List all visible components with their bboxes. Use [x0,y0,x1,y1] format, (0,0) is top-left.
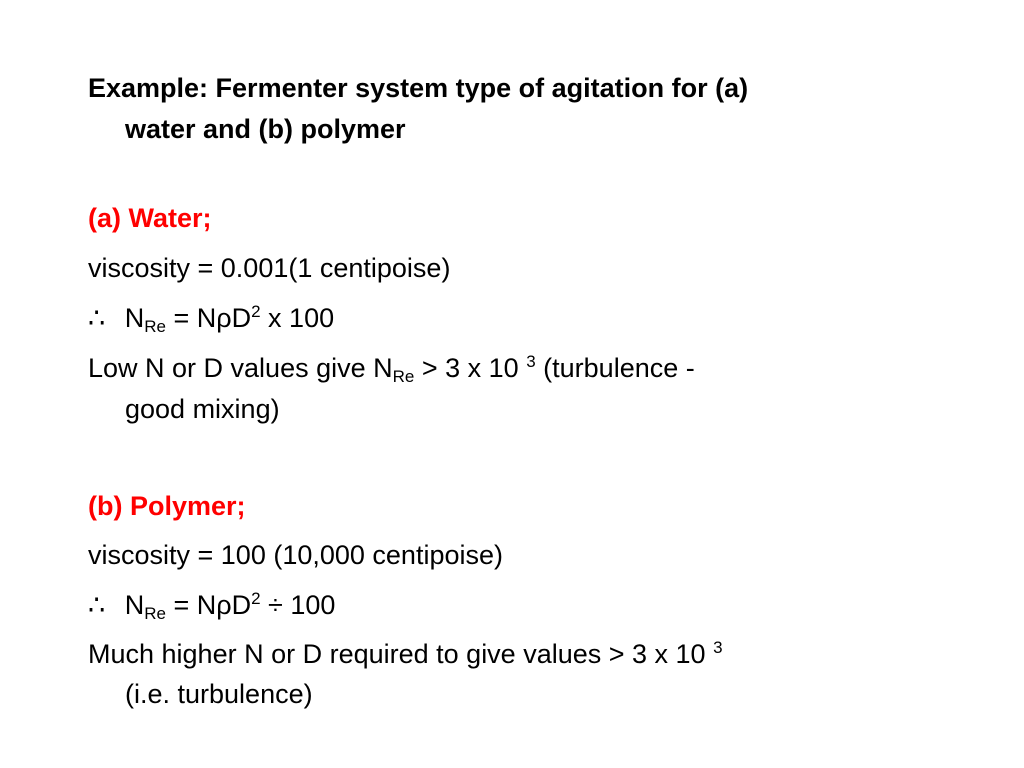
formula-subscript-re: Re [144,604,166,623]
heading-line-1: Example: Fermenter system type of agitation for (a) [88,73,749,103]
note-subscript-re: Re [392,367,415,386]
section-a-title: (a) Water; [88,203,212,233]
formula-superscript-2: 2 [251,589,261,608]
rho-symbol: ρ [216,303,232,333]
formula-subscript-re: Re [144,317,166,336]
section-a-viscosity: viscosity = 0.001(1 centipoise) [88,253,451,283]
formula-superscript-2: 2 [251,302,261,321]
section-b-formula [88,587,335,623]
therefore-symbol: ∴ [88,303,106,333]
formula-d: D [231,303,252,333]
section-a-formula [88,300,334,336]
section-a-note-line-2: good mixing) [125,394,280,424]
section-b-note-line-1 [88,636,723,672]
formula-n: N [124,590,145,620]
formula-tail: x 100 [260,303,335,333]
note-superscript-3: 3 [526,352,536,371]
note-text-1: Much higher N or D required to give values > 3 x 10 [88,639,714,669]
formula-equals-n: = N [165,303,217,333]
heading-line-2: water and (b) polymer [125,114,406,144]
therefore-symbol: ∴ [88,590,106,620]
rho-symbol: ρ [216,590,232,620]
slide [88,0,988,768]
section-b-viscosity: viscosity = 100 (10,000 centipoise) [88,540,503,570]
formula-tail: ÷ 100 [260,590,336,620]
note-text-1: Low N or D values give N [88,353,393,383]
formula-n: N [124,303,145,333]
section-b-title: (b) Polymer; [88,491,246,521]
section-a-note-line-1 [88,350,695,386]
formula-equals-n: = N [165,590,217,620]
note-text-3: (turbulence - [535,353,695,383]
note-text-2: > 3 x 10 [414,353,527,383]
section-b-note-line-2: (i.e. turbulence) [125,679,313,709]
formula-d: D [231,590,252,620]
note-superscript-3: 3 [713,638,723,657]
